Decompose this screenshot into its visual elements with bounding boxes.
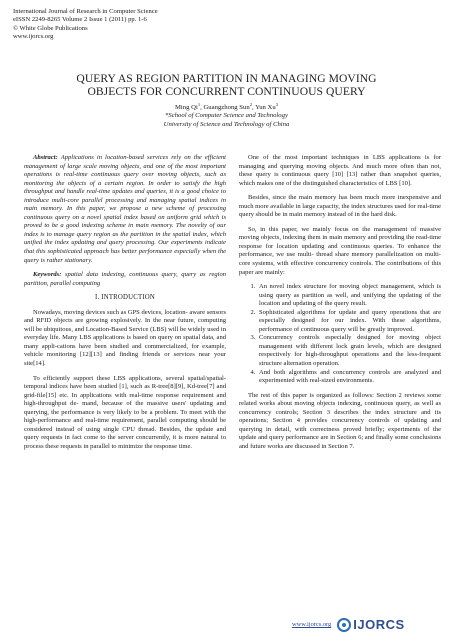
journal-header: [13, 8, 158, 41]
author-block: [0, 101, 453, 129]
left-column: [24, 154, 226, 458]
logo-text: IJORCS: [353, 617, 405, 632]
footer-link[interactable]: www.ijorcs.org: [292, 621, 332, 628]
title-line-1: QUERY AS REGION PARTITION IN MANAGING MOVING: [76, 72, 377, 85]
page-footer: [292, 617, 405, 632]
keywords-label: Keywords:: [33, 271, 62, 279]
title-line-2: OBJECTS FOR CONCURRENT CONTINUOUS QUERY: [87, 85, 366, 98]
author-2: , Guangzhong Sun: [200, 104, 250, 111]
journal-website: www.ijorcs.org: [13, 32, 54, 40]
journal-name: International Journal of Research in Computer Science: [13, 8, 158, 15]
abstract: [24, 154, 226, 265]
author-3-sup: 3: [275, 101, 279, 107]
intro-paragraph-1: Nowadays, moving devices such as GPS devices, location- aware sensors and RFID objects are growing explosively. In the near future, computing will be ubiquitous, and Location-Based Service (LBS) will be widely used in everyday life. Many LBS applications is based on query on spatial data, and many appli-cations have been studied and commercialized, for example, vehicle monitoring [12][13] and finding friends or services near your site[14].: [24, 308, 226, 368]
contribution-item: 4. And both algorithms and concurrency controls are analyzed and experimented with real-sized environments.: [257, 369, 441, 386]
affiliation-1: *School of Computer Science and Technology: [165, 112, 288, 120]
author-1-sup: 1: [197, 101, 201, 107]
abstract-text: Applications in location-based services rely on the efficient management of large scale moving objects, and one of the most important operations is real-time continuous query over moving objects, such as monitoring the objects of a certain region. In order to satisfy the high throughput and handle real-time updates and queries, it is a good choice to introduce multi-core parallel processing and managing spatial indices in main memory. In this paper, we propose a new scheme of processing continuous query on a novel spatial index based on uniform grid which is proved to be a good indexing scheme in main memory. The novelty of our index is to manage query region as the partition in the spatial index, which unified the index updating and query processing. Our experiments indicate that this sophisticated approach has better performance especially when the query is rather stationary.: [24, 154, 226, 264]
affiliation-2: University of Science and Technology of China: [163, 120, 290, 128]
journal-issn: eISSN 2249-8265 Volume 2 Issue 1 (2011) pp. 1-6: [13, 16, 147, 24]
intro-paragraph-2: To efficiently support these LBS applications, several spatial/spatial-temporal indices have been studied [1], such as R-tree[8][9], Kd-tree[7] and grid-file[15] etc. In applications with real-time response requirement and high-throughput de- mand, because of the massive users' updating and querying, the performance is very likely to be a problem. To meet with the high-performance and real-time requirement, parallel computing should be considered instead of using single CPU thread. Besides, the update and query requests in fact come to the server concurrently, it is more natural to process these requests in parallel to minimize the response time.: [24, 374, 226, 450]
keywords: [24, 271, 226, 288]
logo-icon: [337, 618, 351, 632]
keywords-text: spatial data indexing, continuous query, query as region partition, parallel computing: [24, 271, 226, 287]
right-paragraph-1: One of the most important techniques in LBS applications is for managing and querying moving objects. And much more often than not, these query is continuous query [10] [13] rather than snapshot queries, which makes one of the distinguished characteristics of LBS [10].: [239, 154, 441, 187]
publisher: © White Globe Publications: [13, 24, 88, 32]
contribution-item: 2. Sophisticated algorithms for update and query operations that are especially designed for our index. With these algorithms, performance of continuous query will be greatly improved.: [257, 309, 441, 335]
author-2-sup: 2: [249, 101, 253, 107]
author-names: [0, 101, 453, 112]
right-column: [239, 154, 441, 458]
contributions-list: [239, 283, 441, 386]
contribution-item: 3. Concurrency controls especially designed for moving object management with different lock grain levels, which are designed respectively for high-throughput operations and the less-frequent structure alternation operation.: [257, 334, 441, 368]
ijorcs-logo: [337, 617, 404, 632]
abstract-label: Abstract:: [33, 154, 58, 161]
right-paragraph-4: The rest of this paper is organized as follows: Section 2 reviews some related works about moving objects indexing, continuous query, as well as concurrency controls; Section 3 describes the index structure and its operations; Section 4 provides concurrency controls of updating and querying in detail, with correctness proved briefly; experiments of the update and query performance are in Section 6; and finally some conclusions and future works are discussed in Section 7.: [239, 391, 441, 450]
author-3: , Yun Xu: [252, 104, 276, 111]
right-paragraph-2: Besides, since the main memory has been much more inexpensive and much more available in large capacity, the index structures used for real-time query should be in main memory instead of in the hard disk.: [239, 194, 441, 219]
paper-title: [0, 72, 453, 98]
author-1: Ming Qi: [174, 104, 198, 111]
right-paragraph-3: So, in this paper, we mainly focus on the management of massive moving objects, indexing them in main memory and providing the read-time response for location updating and continuous queries. To enhance the performance, we use multi- thread share memory parallelization on multi-core systems, with effective concurrency controls. The contributions of this paper are mainly:: [239, 225, 441, 276]
section-heading-introduction: I. INTRODUCTION: [94, 294, 155, 302]
contribution-item: 1. An novel index structure for moving object management, which is using query as partition as well, and unifying the updating of the location and updating of the query result.: [257, 283, 441, 309]
